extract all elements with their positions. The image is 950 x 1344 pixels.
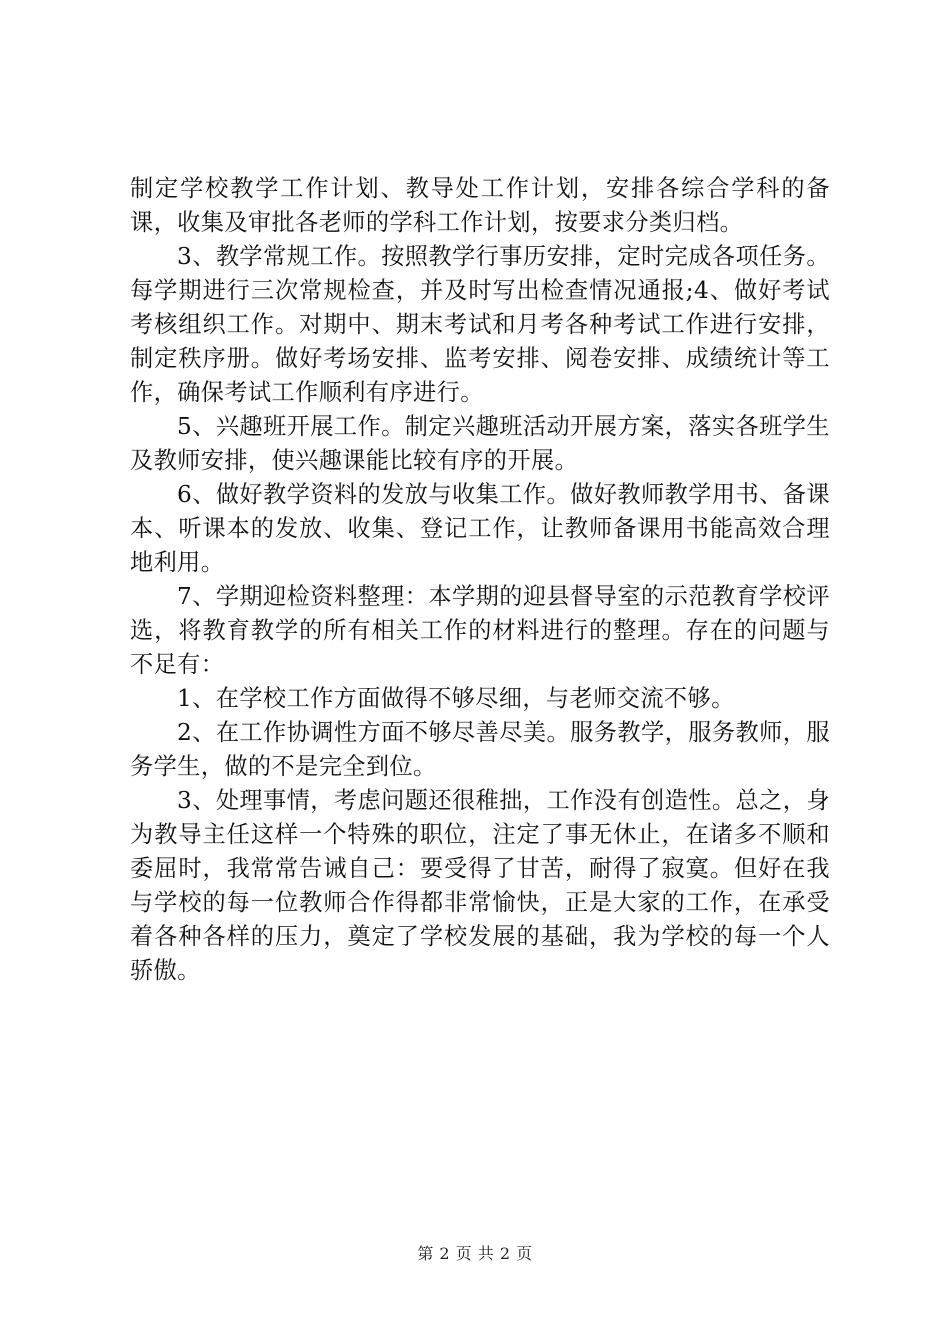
paragraph-5: 7、学期迎检资料整理：本学期的迎县督导室的示范教育学校评选，将教育教学的所有相关工作的材料进行的整理。存在的问题与不足有： [130, 583, 830, 678]
document-body [130, 172, 830, 988]
paragraph-2: 3、教学常规工作。按照教学行事历安排，定时完成各项任务。每学期进行三次常规检查，并及时写出检查情况通报;4、做好考试考核组织工作。对期中、期末考试和月考各种考试工作进行安排，制定秩序册。做好考场安排、监考安排、阅卷安排、成绩统计等工作，确保考试工作顺利有序进行。 [130, 243, 830, 406]
paragraph-7: 2、在工作协调性方面不够尽善尽美。服务教学，服务教师，服务学生，做的不是完全到位。 [130, 719, 830, 780]
page-number-label: 第 2 页 共 2 页 [417, 1244, 533, 1263]
paragraph-1: 制定学校教学工作计划、教导处工作计划，安排各综合学科的备课，收集及审批各老师的学科工作计划，按要求分类归档。 [130, 175, 830, 236]
paragraph-4: 6、做好教学资料的发放与收集工作。做好教师教学用书、备课本、听课本的发放、收集、登记工作，让教师备课用书能高效合理地利用。 [130, 481, 830, 576]
paragraph-3: 5、兴趣班开展工作。制定兴趣班活动开展方案，落实各班学生及教师安排，使兴趣课能比较有序的开展。 [130, 413, 830, 474]
page-footer [0, 1243, 950, 1265]
paragraph-8: 3、处理事情，考虑问题还很稚拙，工作没有创造性。总之，身为教导主任这样一个特殊的职位，注定了事无休止，在诸多不顺和委屈时，我常常告诫自己：要受得了甘苦，耐得了寂寞。但好在我与学校的每一位教师合作得都非常愉快，正是大家的工作，在承受着各种各样的压力，奠定了学校发展的基础，我为学校的每一个人骄傲。 [130, 787, 830, 984]
paragraph-6: 1、在学校工作方面做得不够尽细，与老师交流不够。 [177, 685, 735, 712]
